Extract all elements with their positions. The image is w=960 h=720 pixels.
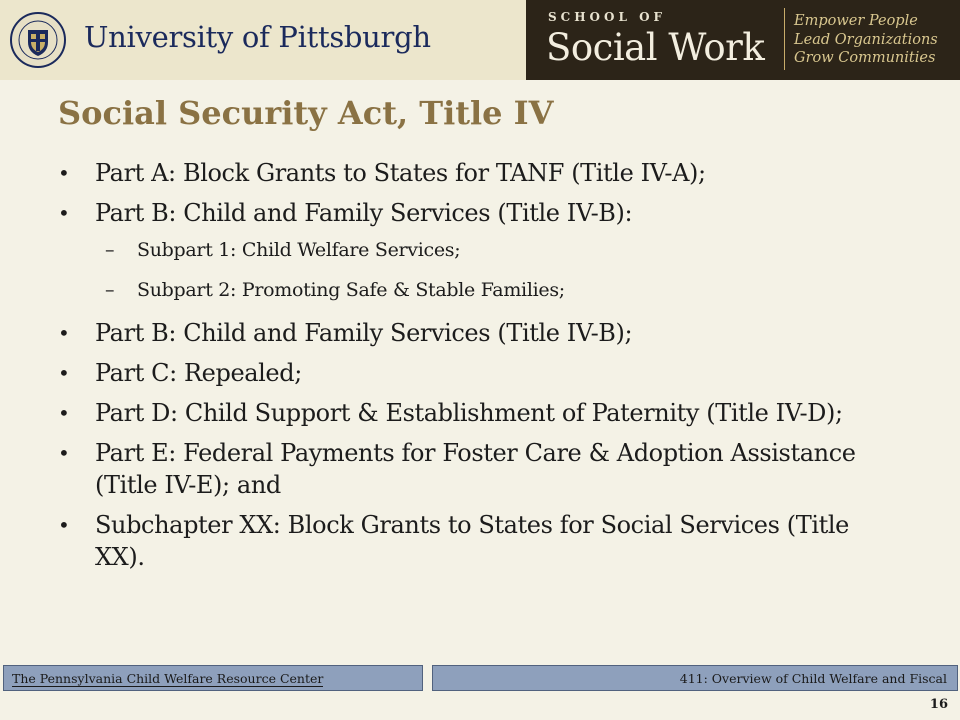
dash-icon: – [105,239,115,261]
pitt-banner [0,0,526,80]
tagline-line: Empower People [794,13,918,29]
school-name: Social Work [546,26,765,69]
university-seal-icon [10,12,66,68]
university-name: University of Pittsburgh [84,20,431,54]
school-tagline [794,12,938,68]
tagline-line: Lead Organizations [794,31,938,48]
list-item [58,317,898,349]
bullet-icon: • [58,361,70,385]
school-of-label: SCHOOL OF [548,10,667,24]
list-item [58,397,898,429]
sub-list-item [95,237,898,263]
bullet-icon: • [58,321,70,345]
dash-icon: – [105,279,115,301]
footer-resource-center[interactable]: The Pennsylvania Child Welfare Resource Center [12,671,324,686]
page-number: 16 [929,697,948,712]
list-item-text: Part B: Child and Family Services (Title IV-B); [95,319,633,347]
list-item [58,157,898,189]
list-item-text: Part E: Federal Payments for Foster Care & Adoption Assistance (Title IV-E); and [95,439,856,499]
bullet-list [58,157,898,581]
list-item [58,437,898,501]
sub-list-item [95,277,898,303]
sub-list-item-text: Subpart 1: Child Welfare Services; [137,239,461,261]
list-item-text: Part C: Repealed; [95,359,302,387]
footer-course-title: 411: Overview of Child Welfare and Fiscal [432,665,958,691]
bullet-icon: • [58,441,70,465]
tagline-line: Grow Communities [794,50,936,66]
bullet-icon: • [58,201,70,225]
banner-divider [784,8,785,70]
list-item [58,357,898,389]
list-item-text: Subchapter XX: Block Grants to States for Social Services (Title XX). [95,511,849,571]
slide-header [0,0,960,80]
list-item [58,197,898,229]
list-item-text: Part A: Block Grants to States for TANF (Title IV-A); [95,159,706,187]
list-item-text: Part B: Child and Family Services (Title IV-B): [95,199,633,227]
list-item-text: Part D: Child Support & Establishment of Paternity (Title IV-D); [95,399,843,427]
bullet-icon: • [58,161,70,185]
bullet-icon: • [58,401,70,425]
school-of-social-work-banner [526,0,960,80]
bullet-icon: • [58,513,70,537]
slide-title: Social Security Act, Title IV [58,94,554,132]
footer-left-link[interactable] [3,665,423,691]
sub-list-item-text: Subpart 2: Promoting Safe & Stable Families; [137,279,565,301]
list-item [58,509,898,573]
